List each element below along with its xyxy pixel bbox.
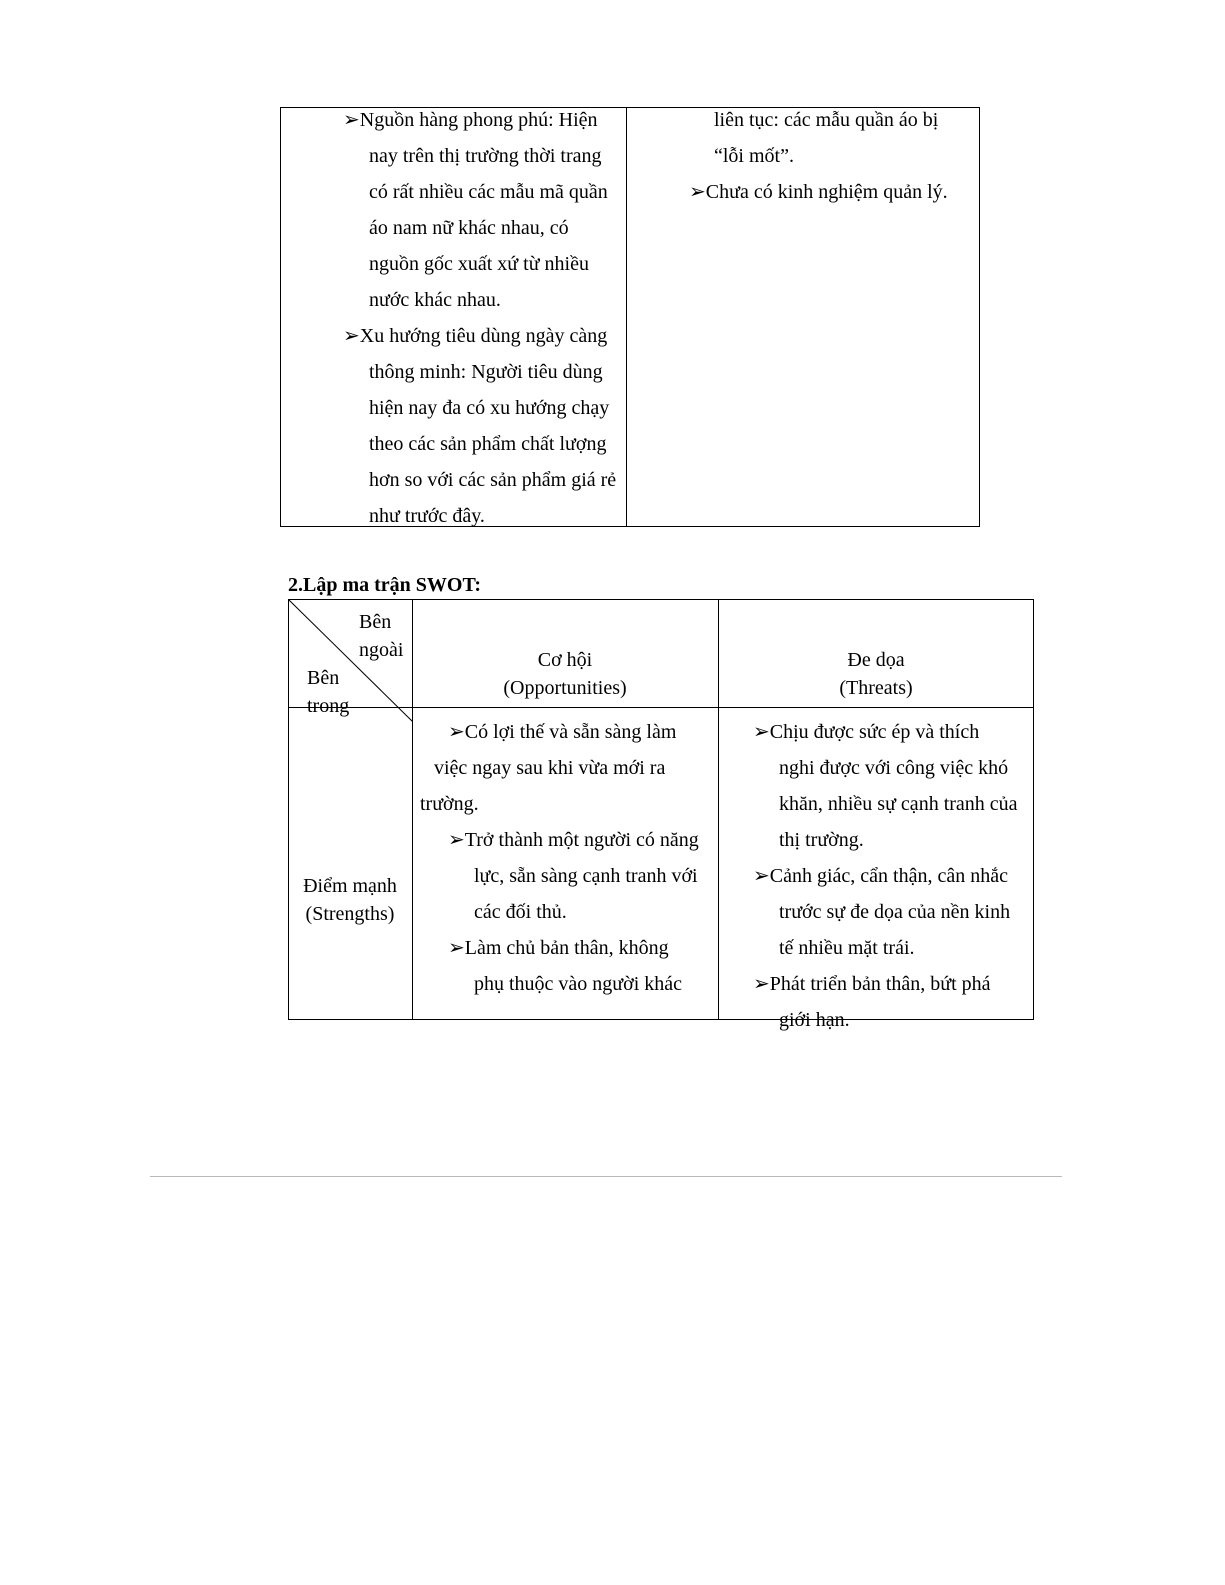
table1-right-line: “lỗi mốt”. xyxy=(714,145,794,167)
st-line: ➢Cảnh giác, cẩn thận, cân nhắc xyxy=(753,865,1008,887)
table-column-divider xyxy=(626,108,627,526)
opportunities-header: Cơ hội (Opportunities) xyxy=(503,649,627,699)
corner-label-outer: ngoài xyxy=(359,639,404,661)
table1-left-line: áo nam nữ khác nhau, có xyxy=(369,217,569,239)
st-line: nghi được với công việc khó xyxy=(779,757,1009,779)
st-line: trước sự đe dọa của nền kinh xyxy=(779,901,1011,923)
table1-left-line: nguồn gốc xuất xứ từ nhiều xyxy=(369,253,589,275)
st-line: thị trường. xyxy=(779,829,864,851)
so-line: phụ thuộc vào người khác xyxy=(474,973,683,995)
table1-right-line: ➢Chưa có kinh nghiệm quản lý. xyxy=(689,181,948,203)
table1-left-line: có rất nhiều các mẫu mã quần xyxy=(369,181,608,203)
table1-left-line: hiện nay đa có xu hướng chạy xyxy=(369,397,610,419)
corner-label-outer: Bên xyxy=(359,611,392,633)
so-line: ➢Trở thành một người có năng xyxy=(448,829,699,851)
so-line: ➢Có lợi thế và sẵn sàng làm xyxy=(448,721,677,743)
so-line: ➢Làm chủ bản thân, không xyxy=(448,937,669,959)
st-line: ➢Phát triển bản thân, bứt phá xyxy=(753,973,991,995)
table1-left-line: hơn so với các sản phẩm giá rẻ xyxy=(369,469,617,491)
so-line: việc ngay sau khi vừa mới ra xyxy=(434,757,666,779)
threats-header: Đe dọa (Threats) xyxy=(839,649,913,699)
so-line: các đối thủ. xyxy=(474,901,567,923)
table1-right-line: liên tục: các mẫu quần áo bị xyxy=(714,109,939,131)
so-line: lực, sẵn sàng cạnh tranh với xyxy=(474,865,698,887)
table1-left-line: nước khác nhau. xyxy=(369,289,501,311)
table1-left-line: ➢Nguồn hàng phong phú: Hiện xyxy=(343,109,598,131)
page-separator xyxy=(150,1176,1062,1177)
corner-label-inner: Bên xyxy=(307,667,340,689)
st-line: giới hạn. xyxy=(779,1009,850,1031)
so-line: trường. xyxy=(420,793,479,815)
st-line: tế nhiều mặt trái. xyxy=(779,937,915,959)
table1-left-line: như trước đây. xyxy=(369,505,485,527)
table1-left-line: ➢Xu hướng tiêu dùng ngày càng xyxy=(343,325,608,347)
table1-left-line: thông minh: Người tiêu dùng xyxy=(369,361,603,383)
st-line: khăn, nhiều sự cạnh tranh của xyxy=(779,793,1018,815)
strengths-header: Điểm mạnh (Strengths) xyxy=(303,875,397,925)
section-heading: 2.Lập ma trận SWOT: xyxy=(288,574,481,596)
table1-left-line: nay trên thị trường thời trang xyxy=(369,145,602,167)
st-line: ➢Chịu được sức ép và thích xyxy=(753,721,980,743)
corner-label-inner: trong xyxy=(307,695,350,717)
table1-left-line: theo các sản phẩm chất lượng xyxy=(369,433,607,455)
